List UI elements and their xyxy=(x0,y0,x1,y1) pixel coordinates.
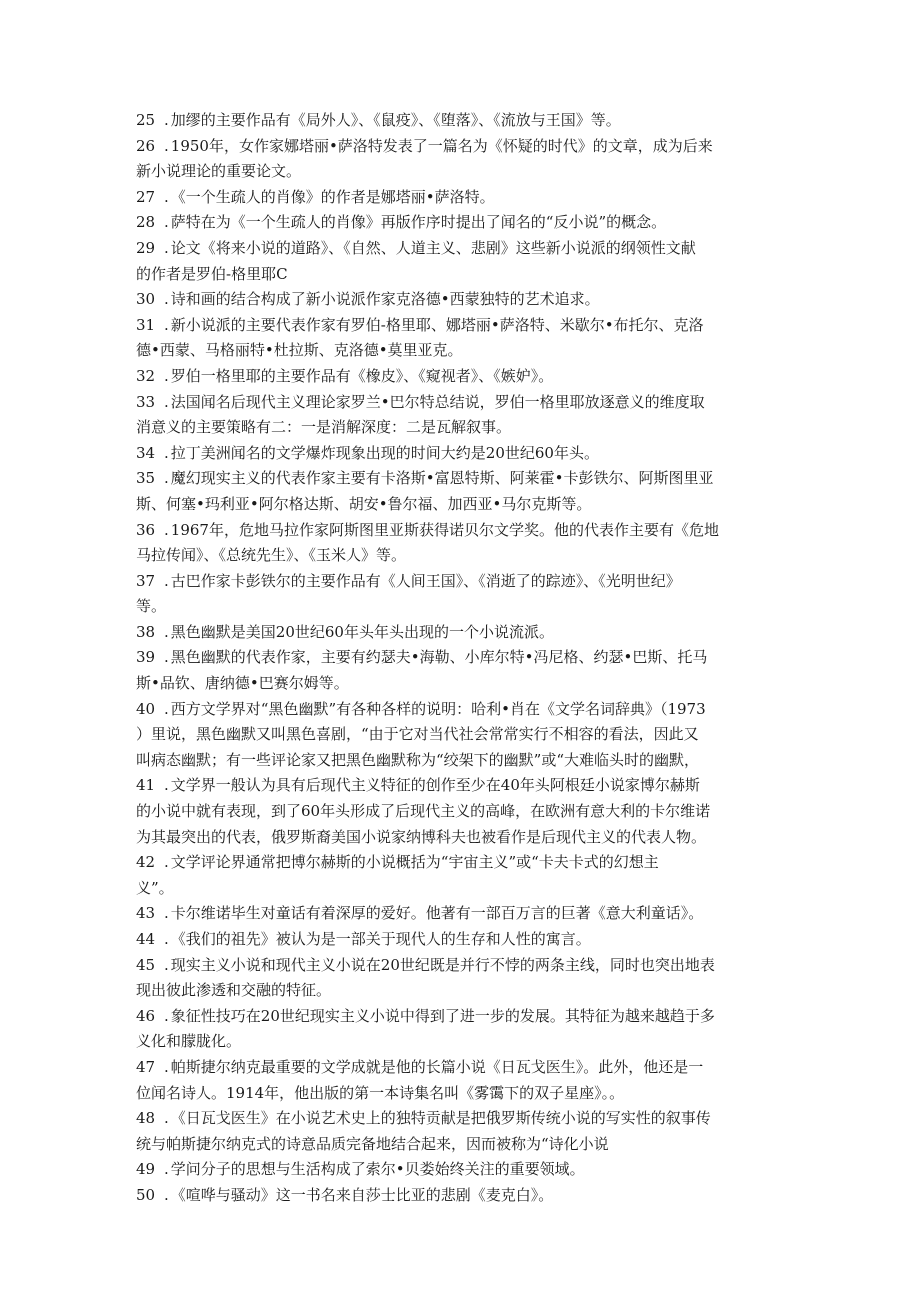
list-item xyxy=(136,313,786,364)
item-dot: . xyxy=(164,443,169,462)
item-continuation-line xyxy=(136,415,786,441)
list-item xyxy=(136,518,786,569)
item-number: 31 xyxy=(136,315,156,334)
item-text: 帕斯捷尔纳克最重要的文学成就是他的长篇小说《日瓦戈医生》。此外，他还是一 xyxy=(170,1057,704,1076)
item-first-line xyxy=(136,901,786,927)
item-number: 47 xyxy=(136,1057,156,1076)
item-text: 新小说理论的重要论文。 xyxy=(136,162,302,181)
item-text: 为其最突出的代表，俄罗斯裔美国小说家纳博科夫也被看作是后现代主义的代表人物。 xyxy=(136,827,707,846)
item-dot: . xyxy=(164,622,169,641)
list-item xyxy=(136,850,786,901)
item-dot: . xyxy=(164,955,169,974)
item-first-line xyxy=(136,390,786,416)
item-text: 叫病态幽默；有一些评论家又把黑色幽默称为“绞架下的幽默”或“大难临头时的幽默， xyxy=(136,750,700,769)
item-text: 现实主义小说和现代主义小说在20世纪既是并行不悖的两条主线，同时也突出地表 xyxy=(170,955,715,974)
item-text: 《日瓦戈医生》在小说艺术史上的独特贡献是把俄罗斯传统小说的写实性的叙事传 xyxy=(170,1109,711,1128)
item-text: 罗伯一格里耶的主要作品有《橡皮》、《窥视者》、《嫉妒》。 xyxy=(170,366,554,385)
item-text: 新小说派的主要代表作家有罗伯-格里耶、娜塔丽•萨洛特、米歇尔•布托尔、克洛 xyxy=(170,315,704,334)
item-first-line xyxy=(136,134,786,160)
item-dot: . xyxy=(164,111,169,129)
item-first-line xyxy=(136,236,786,262)
item-text: 义”。 xyxy=(136,878,174,897)
item-continuation-line xyxy=(136,492,786,518)
list-item xyxy=(136,390,786,441)
list-item xyxy=(136,1183,786,1209)
list-item xyxy=(136,287,786,313)
list-item xyxy=(136,569,786,620)
item-first-line xyxy=(136,287,786,313)
item-number: 34 xyxy=(136,443,156,462)
item-number: 39 xyxy=(136,648,156,667)
item-text: 的作者是罗伯-格里耶C xyxy=(136,264,288,283)
item-continuation-line xyxy=(136,978,786,1004)
item-first-line xyxy=(136,953,786,979)
item-continuation-line xyxy=(136,748,786,774)
list-item xyxy=(136,108,786,134)
item-text: 马拉传闻》、《总统先生》、《玉米人》等。 xyxy=(136,546,407,565)
item-first-line xyxy=(136,364,786,390)
list-item xyxy=(136,773,786,850)
item-number: 41 xyxy=(136,776,156,795)
item-first-line xyxy=(136,1055,786,1081)
item-first-line xyxy=(136,313,786,339)
item-first-line xyxy=(136,620,786,646)
item-text: 卡尔维诺毕生对童话有着深厚的爱好。他著有一部百万言的巨著《意大利童话》。 xyxy=(170,904,704,923)
item-dot: . xyxy=(164,1185,169,1204)
item-text: 魔幻现实主义的代表作家主要有卡洛斯•富恩特斯、阿莱霍•卡彭铁尔、阿斯图里亚 xyxy=(170,469,714,488)
item-first-line xyxy=(136,697,786,723)
item-text: 论文《将来小说的道路》、《自然、人道主义、悲剧》这些新小说派的纲领性文献 xyxy=(170,238,696,257)
item-number: 36 xyxy=(136,520,156,539)
item-dot: . xyxy=(164,1057,169,1076)
item-text: 萨特在为《一个生疏人的肖像》再版作序时提出了闻名的“反小说”的概念。 xyxy=(170,213,667,232)
item-text: 义化和朦胧化。 xyxy=(136,1032,242,1051)
item-number: 32 xyxy=(136,366,156,385)
item-continuation-line xyxy=(136,799,786,825)
item-text: 拉丁美洲闻名的文学爆炸现象出现的时间大约是20世纪60年头。 xyxy=(170,443,599,462)
item-continuation-line xyxy=(136,722,786,748)
item-number: 46 xyxy=(136,1006,156,1025)
item-text: 法国闻名后现代主义理论家罗兰•巴尔特总结说，罗伯一格里耶放逐意义的维度取 xyxy=(170,392,705,411)
list-item xyxy=(136,441,786,467)
item-text: 德•西蒙、马格丽特•杜拉斯、克洛德•莫里亚克。 xyxy=(136,341,463,360)
item-dot: . xyxy=(164,1006,169,1025)
item-first-line xyxy=(136,1157,786,1183)
item-text: 文学评论界通常把博尔赫斯的小说概括为“宇宙主义”或“卡夫卡式的幻想主 xyxy=(170,853,659,872)
item-dot: . xyxy=(164,648,169,667)
item-text: 《我们的祖先》被认为是一部关于现代人的生存和人性的寓言。 xyxy=(170,930,591,948)
list-item xyxy=(136,1157,786,1183)
item-first-line xyxy=(136,466,786,492)
item-number: 40 xyxy=(136,699,156,718)
item-text: 西方文学界对“黑色幽默”有各种各样的说明：哈利•肖在《文学名词辞典》（1973 xyxy=(170,699,706,718)
item-dot: . xyxy=(164,366,169,385)
item-text: 文学界一般认为具有后现代主义特征的创作至少在40年头阿根廷小说家博尔赫斯 xyxy=(170,776,700,795)
list-item xyxy=(136,134,786,185)
list-item xyxy=(136,1004,786,1055)
item-dot: . xyxy=(164,315,169,334)
item-text: 象征性技巧在20世纪现实主义小说中得到了进一步的发展。其特征为越来越趋于多 xyxy=(170,1006,715,1025)
item-first-line xyxy=(136,210,786,236)
item-continuation-line xyxy=(136,338,786,364)
item-number: 45 xyxy=(136,955,156,974)
item-first-line xyxy=(136,1004,786,1030)
item-dot: . xyxy=(164,520,169,539)
item-dot: . xyxy=(164,1160,169,1179)
item-continuation-line xyxy=(136,1029,786,1055)
item-number: 48 xyxy=(136,1109,156,1128)
list-item xyxy=(136,1055,786,1106)
list-item xyxy=(136,620,786,646)
item-text: 黑色幽默的代表作家，主要有约瑟夫•海勒、小库尔特•冯尼格、约瑟•巴斯、托马 xyxy=(170,648,708,667)
list-item xyxy=(136,466,786,517)
item-number: 42 xyxy=(136,853,156,872)
list-item xyxy=(136,697,786,774)
item-number: 28 xyxy=(136,213,156,232)
list-item xyxy=(136,953,786,1004)
item-number: 25 xyxy=(136,111,156,129)
item-number: 33 xyxy=(136,392,156,411)
list-item xyxy=(136,364,786,390)
item-text: 古巴作家卡彭铁尔的主要作品有《人间王国》、《消逝了的踪迹》、《光明世纪》 xyxy=(170,571,681,590)
item-number: 30 xyxy=(136,290,156,309)
item-continuation-line xyxy=(136,262,786,288)
item-number: 29 xyxy=(136,238,156,257)
item-number: 50 xyxy=(136,1185,156,1204)
item-dot: . xyxy=(164,469,169,488)
item-text: 的小说中就有表现，到了60年头形成了后现代主义的高峰，在欧洲有意大利的卡尔维诺 xyxy=(136,802,711,821)
list-item xyxy=(136,185,786,211)
list-item xyxy=(136,236,786,287)
item-dot: . xyxy=(164,1109,169,1128)
item-dot: . xyxy=(164,213,169,232)
item-dot: . xyxy=(164,136,169,155)
item-first-line xyxy=(136,185,786,211)
item-text: 消意义的主要策略有二：一是消解深度：二是瓦解叙事。 xyxy=(136,418,512,437)
item-first-line xyxy=(136,569,786,595)
item-number: 26 xyxy=(136,136,156,155)
item-continuation-line xyxy=(136,825,786,851)
item-dot: . xyxy=(164,699,169,718)
item-text: 1950年，女作家娜塔丽•萨洛特发表了一篇名为《怀疑的时代》的文章，成为后来 xyxy=(170,136,713,155)
item-number: 43 xyxy=(136,904,156,923)
list-item xyxy=(136,901,786,927)
item-text: 《一个生疏人的肖像》的作者是娜塔丽•萨洛特。 xyxy=(170,187,495,206)
item-dot: . xyxy=(164,571,169,590)
item-dot: . xyxy=(164,238,169,257)
document-body xyxy=(136,108,786,1209)
item-first-line xyxy=(136,108,786,134)
item-continuation-line xyxy=(136,543,786,569)
item-text: 《喧哗与骚动》这一书名来自莎士比亚的悲剧《麦克白》。 xyxy=(170,1185,554,1204)
item-continuation-line xyxy=(136,1081,786,1107)
item-number: 38 xyxy=(136,622,156,641)
item-dot: . xyxy=(164,776,169,795)
item-text: ）里说，黑色幽默又叫黑色喜剧，“由于它对当代社会常常实行不相容的看法，因此又 xyxy=(136,725,699,744)
item-text: 统与帕斯捷尔纳克式的诗意品质完备地结合起来，因而被称为“诗化小说 xyxy=(136,1134,609,1153)
list-item xyxy=(136,645,786,696)
item-number: 27 xyxy=(136,187,156,206)
item-number: 44 xyxy=(136,930,156,948)
item-continuation-line xyxy=(136,159,786,185)
list-item xyxy=(136,1106,786,1157)
item-text: 位闻名诗人。1914年，他出版的第一本诗集名叫《雾霭下的双子星座》。。 xyxy=(136,1083,625,1102)
item-number: 37 xyxy=(136,571,156,590)
item-first-line xyxy=(136,645,786,671)
item-text: 等。 xyxy=(136,597,167,616)
item-text: 现出彼此渗透和交融的特征。 xyxy=(136,981,332,1000)
item-dot: . xyxy=(164,290,169,309)
item-first-line xyxy=(136,441,786,467)
item-text: 斯•品钦、唐纳德•巴赛尔姆等。 xyxy=(136,674,349,693)
item-text: 诗和画的结合构成了新小说派作家克洛德•西蒙独特的艺术追求。 xyxy=(170,290,600,309)
item-dot: . xyxy=(164,853,169,872)
item-first-line xyxy=(136,773,786,799)
item-text: 黑色幽默是美国20世纪60年头年头出现的一个小说流派。 xyxy=(170,622,554,641)
list-item xyxy=(136,927,786,953)
item-first-line xyxy=(136,518,786,544)
item-dot: . xyxy=(164,392,169,411)
item-dot: . xyxy=(164,930,169,948)
list-item xyxy=(136,210,786,236)
item-text: 加缪的主要作品有《局外人》、《鼠疫》、《堕落》、《流放与王国》等。 xyxy=(170,111,621,129)
item-dot: . xyxy=(164,187,169,206)
item-continuation-line xyxy=(136,1132,786,1158)
item-text: 学问分子的思想与生活构成了索尔•贝娄始终关注的重要领域。 xyxy=(170,1160,585,1179)
item-first-line xyxy=(136,850,786,876)
item-first-line xyxy=(136,1183,786,1209)
item-continuation-line xyxy=(136,876,786,902)
item-number: 49 xyxy=(136,1160,156,1179)
item-continuation-line xyxy=(136,671,786,697)
item-first-line xyxy=(136,1106,786,1132)
item-dot: . xyxy=(164,904,169,923)
item-first-line xyxy=(136,927,786,953)
item-number: 35 xyxy=(136,469,156,488)
item-text: 斯、何塞•玛利亚•阿尔格达斯、胡安•鲁尔福、加西亚•马尔克斯等。 xyxy=(136,494,592,513)
item-continuation-line xyxy=(136,594,786,620)
item-text: 1967年，危地马拉作家阿斯图里亚斯获得诺贝尔文学奖。他的代表作主要有《危地 xyxy=(170,520,719,539)
